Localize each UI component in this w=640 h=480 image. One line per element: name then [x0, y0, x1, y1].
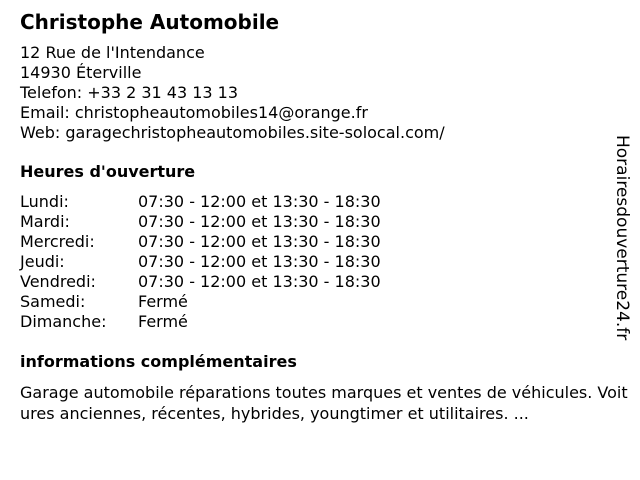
hours-row-tuesday — [20, 212, 620, 232]
hours-row-monday — [20, 192, 620, 212]
business-name: Christophe Automobile — [20, 10, 280, 34]
hours-row-thursday — [20, 252, 620, 272]
address-city: 14930 Éterville — [20, 63, 142, 82]
email-line: Email: christopheautomobiles14@orange.fr — [20, 103, 368, 122]
day-label: Mercredi: — [20, 232, 95, 251]
day-label: Vendredi: — [20, 272, 96, 291]
time-value: 07:30 - 12:00 et 13:30 - 18:30 — [138, 192, 381, 211]
day-label: Lundi: — [20, 192, 69, 211]
website-line: Web: garagechristopheautomobiles.site-solocal.com/ — [20, 123, 445, 142]
time-value: 07:30 - 12:00 et 13:30 - 18:30 — [138, 212, 381, 231]
time-value: 07:30 - 12:00 et 13:30 - 18:30 — [138, 252, 381, 271]
time-value: Fermé — [138, 292, 188, 311]
opening-hours — [20, 192, 620, 332]
phone-line: Telefon: +33 2 31 43 13 13 — [20, 83, 239, 102]
hours-row-wednesday — [20, 232, 620, 252]
hours-title: Heures d'ouverture — [20, 162, 196, 181]
business-description: Garage automobile réparations toutes marques et ventes de véhicules. Voitures anciennes, récentes, hybrides, youngtimer et utilitaires. ... — [20, 383, 628, 423]
site-watermark: Horairesdouverture24.fr — [612, 135, 632, 341]
hours-row-sunday — [20, 312, 620, 332]
time-value: 07:30 - 12:00 et 13:30 - 18:30 — [138, 232, 381, 251]
day-label: Jeudi: — [20, 252, 65, 271]
hours-row-saturday — [20, 292, 620, 312]
time-value: Fermé — [138, 312, 188, 331]
day-label: Mardi: — [20, 212, 70, 231]
contact-block — [20, 43, 620, 143]
hours-row-friday — [20, 272, 620, 292]
address-street: 12 Rue de l'Intendance — [20, 43, 205, 62]
day-label: Dimanche: — [20, 312, 107, 331]
day-label: Samedi: — [20, 292, 86, 311]
time-value: 07:30 - 12:00 et 13:30 - 18:30 — [138, 272, 381, 291]
info-title: informations complémentaires — [20, 352, 297, 371]
